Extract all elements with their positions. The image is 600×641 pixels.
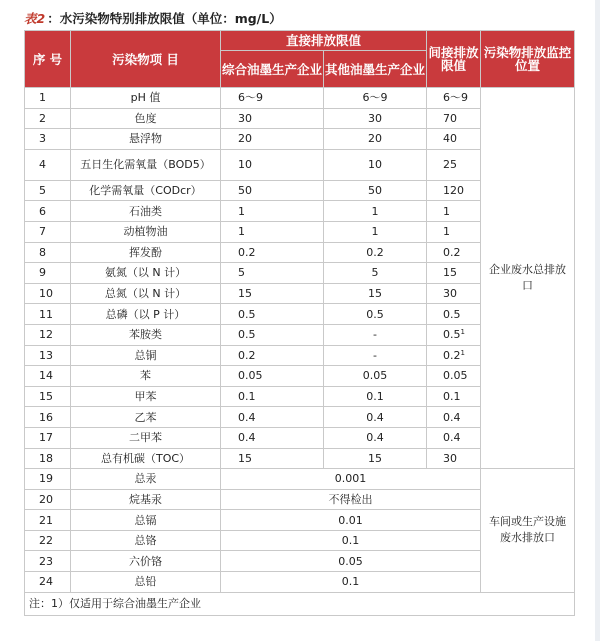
footnote-marker: 1: [460, 328, 465, 337]
pollutant-name-cell: 总磷（以 P 计）: [71, 304, 221, 325]
pollutant-name-cell: 五日生化需氧量（BOD5）: [71, 149, 221, 180]
serial-number-cell: 5: [25, 180, 71, 201]
header-other-ink-enterprise: 其他油墨生产企业: [324, 51, 427, 88]
serial-number-cell: 2: [25, 108, 71, 129]
serial-number-cell: 9: [25, 263, 71, 284]
table-row: [25, 469, 575, 490]
pollutant-name-cell: 甲苯: [71, 386, 221, 407]
serial-number-cell: 17: [25, 427, 71, 448]
pollutant-name-cell: 总汞: [71, 469, 221, 490]
integrated-limit-cell: 20: [221, 129, 324, 150]
indirect-limit-value: 120: [443, 184, 465, 198]
serial-number-cell: 16: [25, 407, 71, 428]
serial-number-cell: 18: [25, 448, 71, 469]
pollutant-name-cell: 动植物油: [71, 221, 221, 242]
pollutant-name-cell: 悬浮物: [71, 129, 221, 150]
header-pollutant-item: 污染物项 目: [71, 31, 221, 88]
pollutant-name-cell: 总有机碳（TOC）: [71, 448, 221, 469]
serial-number-cell: 8: [25, 242, 71, 263]
indirect-limit-cell: [427, 129, 481, 150]
serial-number-cell: 11: [25, 304, 71, 325]
indirect-limit-cell: [427, 324, 481, 345]
indirect-limit-cell: [427, 263, 481, 284]
indirect-limit-cell: [427, 366, 481, 387]
pollutant-name-cell: 苯: [71, 366, 221, 387]
indirect-limit-value: 0.4: [443, 431, 461, 445]
pollutant-name-cell: 烷基汞: [71, 489, 221, 510]
pollutant-name-cell: pH 值: [71, 88, 221, 109]
table-row: [25, 88, 575, 109]
indirect-limit-value: 70: [443, 111, 458, 125]
pollutant-name-cell: 石油类: [71, 201, 221, 222]
pollutant-name-cell: 总铜: [71, 345, 221, 366]
integrated-limit-cell: 15: [221, 283, 324, 304]
serial-number-cell: 4: [25, 149, 71, 180]
indirect-limit-cell: [427, 180, 481, 201]
serial-number-cell: 21: [25, 510, 71, 531]
serial-number-cell: 6: [25, 201, 71, 222]
indirect-limit-value: 0.5: [443, 328, 461, 342]
serial-number-cell: 15: [25, 386, 71, 407]
header-direct-limit: 直接排放限值: [221, 31, 427, 51]
pollutant-name-cell: 总铬: [71, 530, 221, 551]
pollutant-name-cell: 化学需氧量（CODcr）: [71, 180, 221, 201]
pollutant-name-cell: 挥发酚: [71, 242, 221, 263]
indirect-limit-value: 0.05: [443, 369, 468, 383]
indirect-limit-cell: [427, 304, 481, 325]
serial-number-cell: 13: [25, 345, 71, 366]
pollutant-name-cell: 乙苯: [71, 407, 221, 428]
monitoring-location-cell: 车间或生产设施废水排放口: [481, 469, 575, 593]
other-limit-cell: 20: [324, 129, 427, 150]
combined-limit-cell: 0.001: [221, 469, 481, 490]
serial-number-cell: 10: [25, 283, 71, 304]
other-limit-cell: 1: [324, 201, 427, 222]
serial-number-cell: 24: [25, 572, 71, 593]
integrated-limit-cell: 0.2: [221, 242, 324, 263]
pollutant-name-cell: 总氮（以 N 计）: [71, 283, 221, 304]
serial-number-cell: 12: [25, 324, 71, 345]
combined-limit-cell: 不得检出: [221, 489, 481, 510]
indirect-limit-value: 0.2: [443, 245, 461, 259]
serial-number-cell: 22: [25, 530, 71, 551]
indirect-limit-value: 40: [443, 132, 458, 146]
indirect-limit-cell: [427, 201, 481, 222]
serial-number-cell: 20: [25, 489, 71, 510]
integrated-limit-cell: 0.5: [221, 324, 324, 345]
indirect-limit-cell: [427, 407, 481, 428]
indirect-limit-value: 30: [443, 287, 458, 301]
other-limit-cell: 0.2: [324, 242, 427, 263]
footnote-marker: 1: [460, 348, 465, 357]
indirect-limit-value: 30: [443, 451, 458, 465]
monitoring-location-cell: 企业废水总排放口: [481, 88, 575, 469]
indirect-limit-cell: [427, 345, 481, 366]
other-limit-cell: 0.5: [324, 304, 427, 325]
table-caption: [24, 9, 282, 27]
emission-limits-table: [24, 30, 575, 616]
other-limit-cell: 0.1: [324, 386, 427, 407]
indirect-limit-cell: [427, 108, 481, 129]
integrated-limit-cell: 1: [221, 221, 324, 242]
integrated-limit-cell: 0.4: [221, 407, 324, 428]
other-limit-cell: -: [324, 324, 427, 345]
indirect-limit-value: 6～9: [443, 91, 469, 105]
pollutant-name-cell: 苯胺类: [71, 324, 221, 345]
pollutant-name-cell: 总铅: [71, 572, 221, 593]
other-limit-cell: 0.05: [324, 366, 427, 387]
integrated-limit-cell: 0.2: [221, 345, 324, 366]
header-indirect-limit: 间接排放限值: [427, 31, 481, 88]
other-limit-cell: 0.4: [324, 407, 427, 428]
page-edge: [595, 0, 600, 641]
indirect-limit-value: 25: [443, 158, 458, 172]
indirect-limit-cell: [427, 221, 481, 242]
combined-limit-cell: 0.1: [221, 530, 481, 551]
pollutant-name-cell: 氨氮（以 N 计）: [71, 263, 221, 284]
serial-number-cell: 1: [25, 88, 71, 109]
integrated-limit-cell: 0.1: [221, 386, 324, 407]
other-limit-cell: 50: [324, 180, 427, 201]
serial-number-cell: 19: [25, 469, 71, 490]
indirect-limit-cell: [427, 149, 481, 180]
footnote-text: 注：1）仅适用于综合油墨生产企业: [25, 592, 575, 615]
indirect-limit-cell: [427, 242, 481, 263]
other-limit-cell: 10: [324, 149, 427, 180]
caption-text: ：水污染物特别排放限值（单位：mg/L）: [47, 11, 282, 26]
indirect-limit-value: 1: [443, 225, 451, 239]
serial-number-cell: 14: [25, 366, 71, 387]
integrated-limit-cell: 15: [221, 448, 324, 469]
other-limit-cell: 15: [324, 448, 427, 469]
indirect-limit-cell: [427, 88, 481, 109]
integrated-limit-cell: 5: [221, 263, 324, 284]
combined-limit-cell: 0.1: [221, 572, 481, 593]
other-limit-cell: 0.4: [324, 427, 427, 448]
indirect-limit-value: 0.5: [443, 307, 461, 321]
integrated-limit-cell: 0.4: [221, 427, 324, 448]
other-limit-cell: 5: [324, 263, 427, 284]
other-limit-cell: -: [324, 345, 427, 366]
caption-tag: 表2: [24, 11, 46, 26]
indirect-limit-cell: [427, 386, 481, 407]
indirect-limit-value: 15: [443, 266, 458, 280]
pollutant-name-cell: 六价铬: [71, 551, 221, 572]
footnote-row: [25, 592, 575, 615]
header-serial-number: 序 号: [25, 31, 71, 88]
indirect-limit-value: 0.2: [443, 348, 461, 362]
pollutant-name-cell: 总镉: [71, 510, 221, 531]
integrated-limit-cell: 6～9: [221, 88, 324, 109]
serial-number-cell: 23: [25, 551, 71, 572]
other-limit-cell: 15: [324, 283, 427, 304]
indirect-limit-value: 0.4: [443, 410, 461, 424]
indirect-limit-cell: [427, 427, 481, 448]
pollutant-name-cell: 色度: [71, 108, 221, 129]
serial-number-cell: 3: [25, 129, 71, 150]
other-limit-cell: 6～9: [324, 88, 427, 109]
indirect-limit-cell: [427, 448, 481, 469]
indirect-limit-cell: [427, 283, 481, 304]
integrated-limit-cell: 0.05: [221, 366, 324, 387]
combined-limit-cell: 0.05: [221, 551, 481, 572]
indirect-limit-value: 1: [443, 204, 451, 218]
integrated-limit-cell: 50: [221, 180, 324, 201]
integrated-limit-cell: 1: [221, 201, 324, 222]
other-limit-cell: 1: [324, 221, 427, 242]
serial-number-cell: 7: [25, 221, 71, 242]
pollutant-name-cell: 二甲苯: [71, 427, 221, 448]
other-limit-cell: 30: [324, 108, 427, 129]
integrated-limit-cell: 30: [221, 108, 324, 129]
header-monitoring-location: 污染物排放监控位置: [481, 31, 575, 88]
indirect-limit-value: 0.1: [443, 390, 461, 404]
combined-limit-cell: 0.01: [221, 510, 481, 531]
integrated-limit-cell: 10: [221, 149, 324, 180]
header-integrated-ink-enterprise: 综合油墨生产企业: [221, 51, 324, 88]
integrated-limit-cell: 0.5: [221, 304, 324, 325]
